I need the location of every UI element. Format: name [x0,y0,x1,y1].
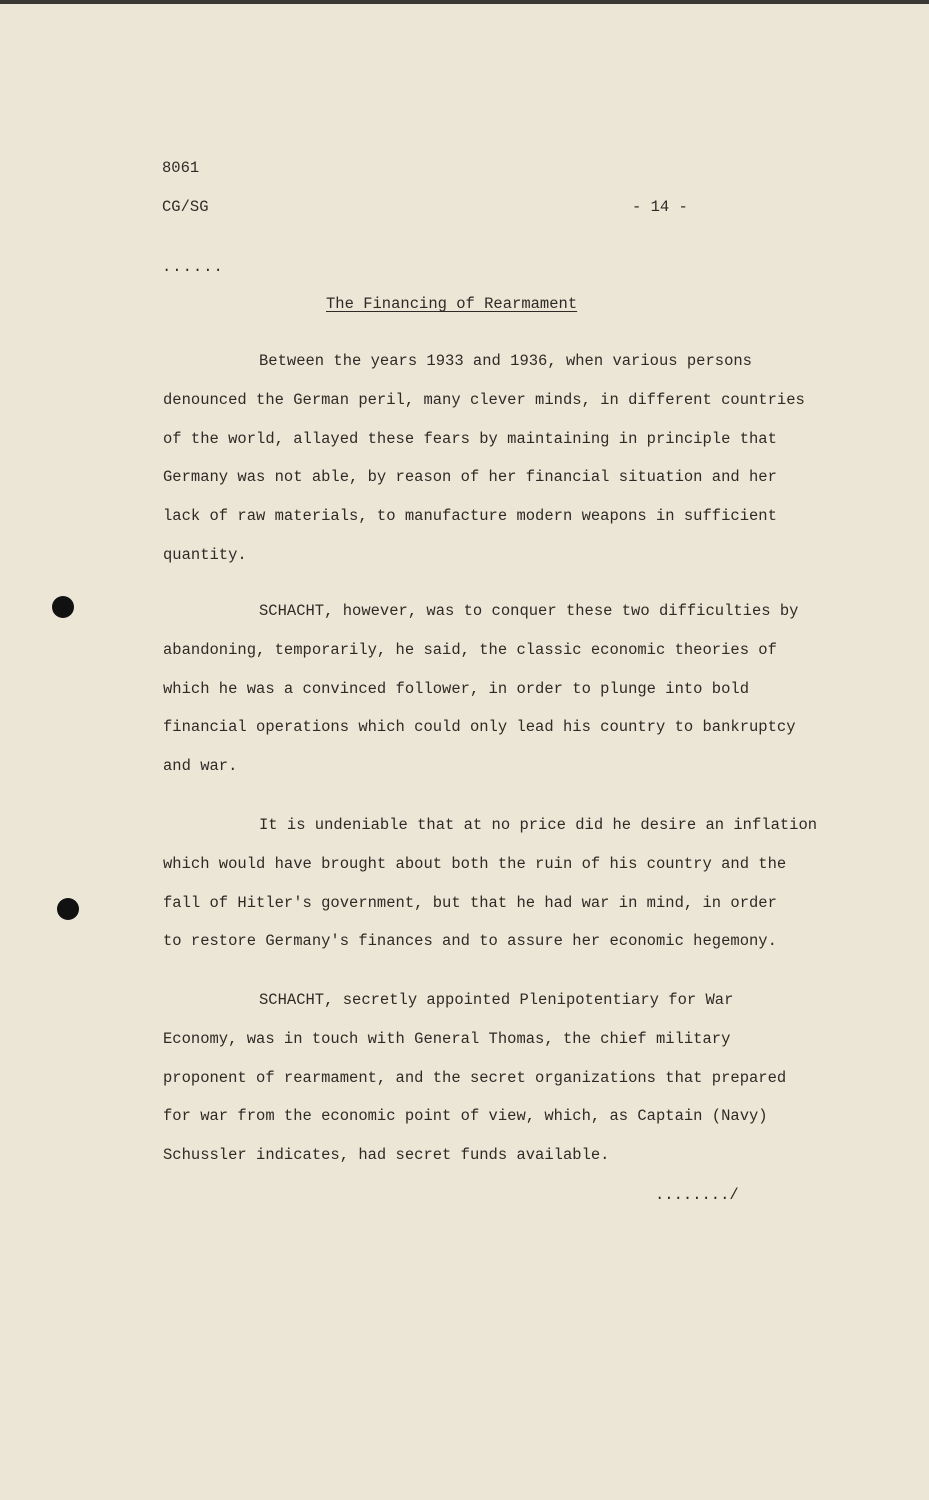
text-line: lack of raw materials, to manufacture modern weapons in sufficient [163,507,777,526]
paragraph-2 [163,592,799,786]
reference-code: CG/SG [162,198,209,216]
text-line: denounced the German peril, many clever minds, in different countries [163,390,805,409]
text-line: financial operations which could only lead his country to bankruptcy [163,718,796,737]
text-line: of the world, allayed these fears by maintaining in principle that [163,429,777,448]
text-line: which would have brought about both the ruin of his country and the [163,854,787,873]
text-line: and war. [163,757,238,776]
section-title: The Financing of Rearmament [326,295,578,313]
text-line: Between the years 1933 and 1936, when various persons [259,352,752,370]
paragraph-1 [163,342,805,575]
text-line: proponent of rearmament, and the secret organizations that prepared [163,1068,787,1087]
text-line: It is undeniable that at no price did he desire an inflation [259,816,818,834]
text-line: to restore Germany's finances and to assure her economic hegemony. [163,932,777,951]
scan-edge [0,0,929,4]
page-number: - 14 - [632,198,688,216]
text-line: abandoning, temporarily, he said, the classic economic theories of [163,640,777,659]
document-number: 8061 [162,159,200,177]
text-line: for war from the economic point of view, which, as Captain (Navy) [163,1107,768,1126]
text-line: fall of Hitler's government, but that he had war in mind, in order [163,893,777,912]
punch-hole [57,898,79,920]
text-line: SCHACHT, secretly appointed Plenipotentiary for War [259,991,734,1009]
continuation-mark: ...... [162,258,224,276]
text-line: Economy, was in touch with General Thomas, the chief military [163,1029,731,1048]
text-line: SCHACHT, however, was to conquer these two difficulties by [259,602,799,620]
paragraph-4 [163,981,786,1175]
continued-mark: ......../ [655,1186,739,1204]
punch-hole [52,596,74,618]
paragraph-3 [163,806,817,961]
text-line: Germany was not able, by reason of her financial situation and her [163,468,777,487]
text-line: quantity. [163,545,247,564]
text-line: which he was a convinced follower, in order to plunge into bold [163,679,749,698]
text-line: Schussler indicates, had secret funds available. [163,1146,610,1165]
